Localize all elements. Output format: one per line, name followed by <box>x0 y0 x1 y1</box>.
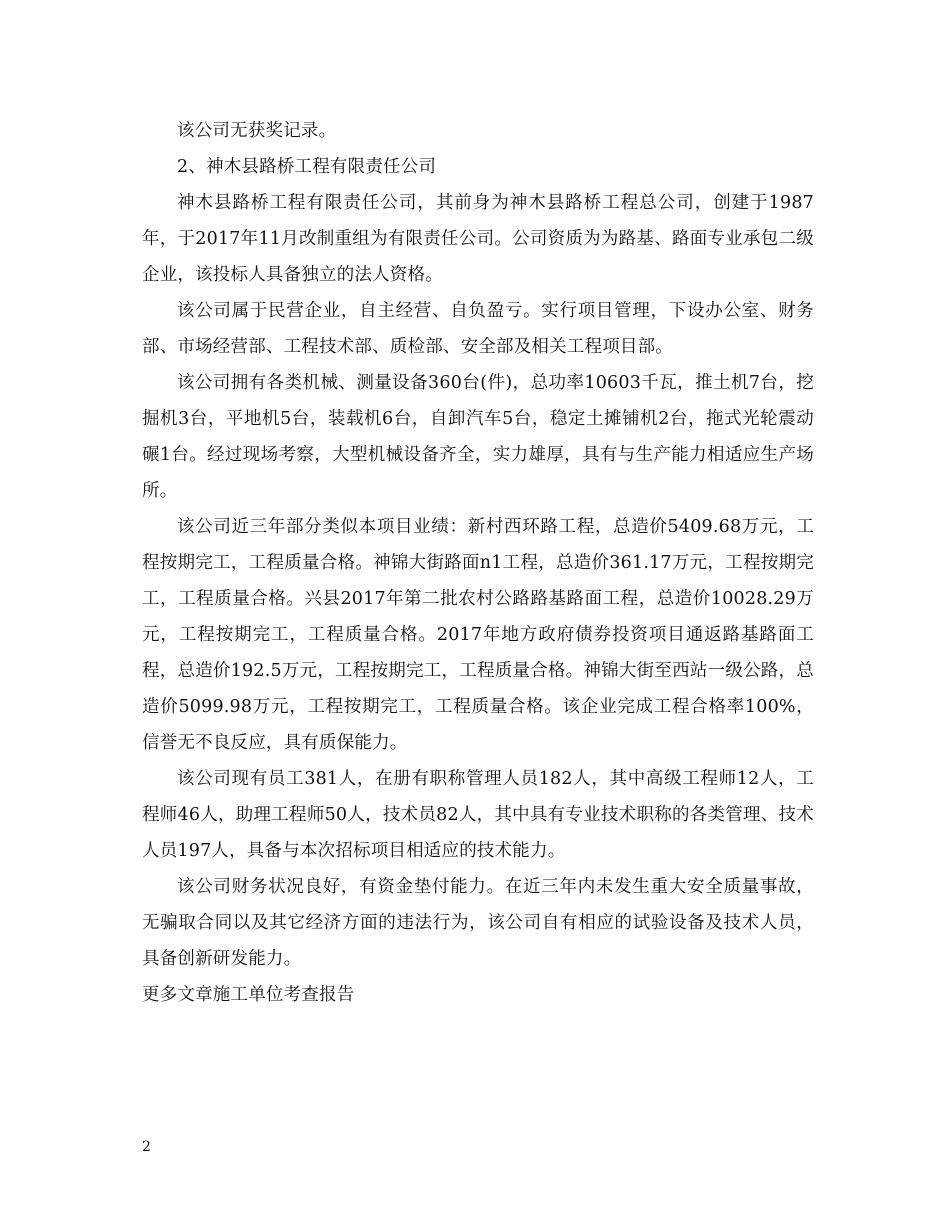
paragraph-equipment: 该公司拥有各类机械、测量设备360台(件)，总功率10603千瓦，推土机7台，挖掘机3台，平地机5台，装载机6台，自卸汽车5台，稳定土摊铺机2台，拖式光轮震动碾1台。经过现场考察，大型机械设备齐全，实力雄厚，具有与生产能力相适应生产场所。 <box>142 373 814 501</box>
document-body <box>142 113 814 1013</box>
paragraph-finance: 该公司财务状况良好，有资金垫付能力。在近三年内未发生重大安全质量事故，无骗取合同以及其它经济方面的违法行为，该公司自有相应的试验设备及技术人员，具备创新研发能力。 <box>142 877 814 969</box>
paragraph-company-intro: 神木县路桥工程有限责任公司，其前身为神木县路桥工程总公司，创建于1987年，于2017年11月改制重组为有限责任公司。公司资质为为路基、路面专业承包二级企业，该投标人具备独立的法人资格。 <box>142 193 814 285</box>
page-number: 2 <box>142 1139 151 1155</box>
paragraph-project-record: 该公司近三年部分类似本项目业绩：新村西环路工程，总造价5409.68万元，工程按期完工，工程质量合格。神锦大街路面n1工程，总造价361.17万元，工程按期完工，工程质量合格。兴县2017年第二批农村公路路基路面工程，总造价10028.29万元，工程按期完工，工程质量合格。2017年地方政府债券投资项目通返路基路面工程，总造价192.5万元，工程按期完工，工程质量合格。神锦大街至西站一级公路，总造价5099.98万元，工程按期完工，工程质量合格。该企业完成工程合格率100%，信誉无不良反应，具有质保能力。 <box>142 517 814 753</box>
section-heading: 2、神木县路桥工程有限责任公司 <box>177 157 437 177</box>
paragraph-company-structure: 该公司属于民营企业，自主经营、自负盈亏。实行项目管理，下设办公室、财务部、市场经营部、工程技术部、质检部、安全部及相关工程项目部。 <box>142 301 814 357</box>
paragraph-no-awards: 该公司无获奖记录。 <box>177 121 337 141</box>
paragraph-staff: 该公司现有员工381人，在册有职称管理人员182人，其中高级工程师12人，工程师46人，助理工程师50人，技术员82人，其中具有专业技术职称的各类管理、技术人员197人，具备与本次招标项目相适应的技术能力。 <box>142 769 814 861</box>
more-articles-link[interactable]: 更多文章施工单位考查报告 <box>142 985 355 1005</box>
